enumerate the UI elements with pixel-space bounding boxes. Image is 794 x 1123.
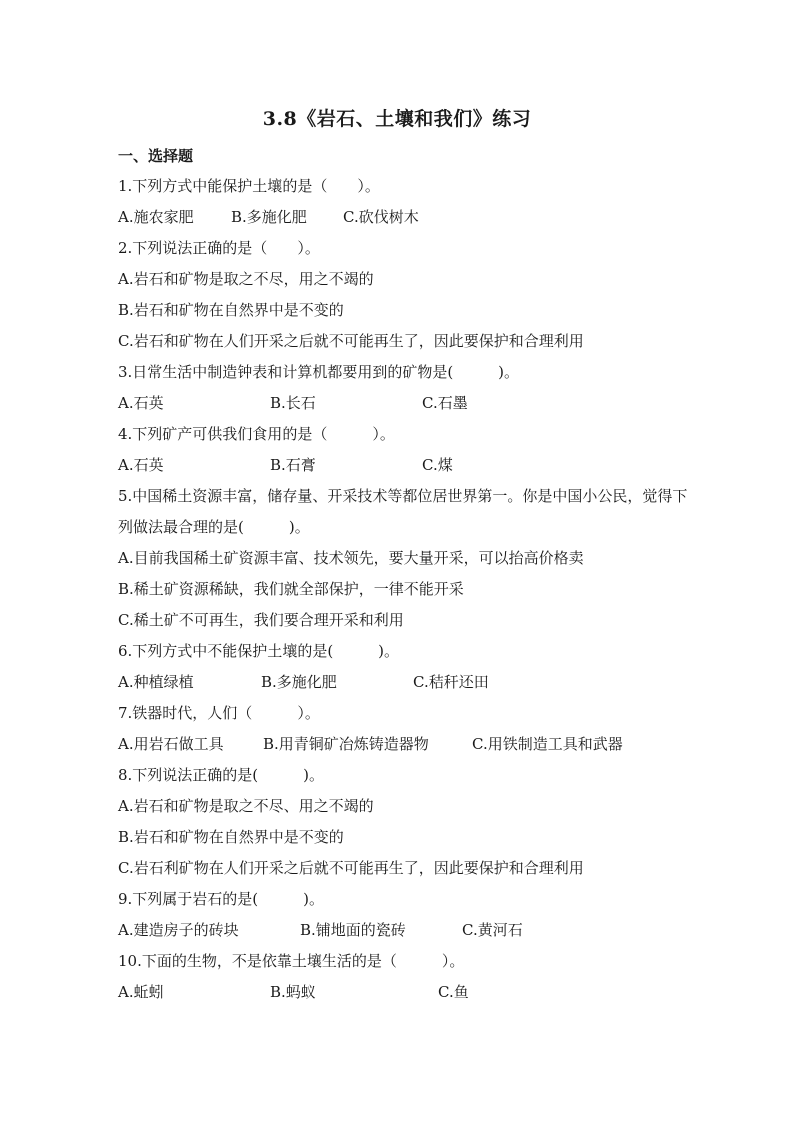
option-9c: C.黄河石: [462, 921, 523, 939]
option-6b: B.多施化肥: [261, 673, 337, 691]
option-2b: B.岩石和矿物在自然界中是不变的: [118, 301, 344, 319]
option-4a: A.石英: [118, 456, 164, 474]
question-list: [118, 171, 688, 1008]
question-8: 8.下列说法正确的是( )。: [118, 766, 325, 784]
question-10: 10.下面的生物，不是依靠土壤生活的是（ ）。: [118, 952, 465, 970]
option-9a: A.建造房子的砖块: [118, 921, 239, 939]
option-2c: C.岩石和矿物在人们开采之后就不可能再生了，因此要保护和合理利用: [118, 332, 584, 350]
option-1a: A.施农家肥: [118, 208, 194, 226]
option-10c: C.鱼: [438, 983, 469, 1001]
option-10b: B.蚂蚁: [270, 983, 316, 1001]
question-3: 3.日常生活中制造钟表和计算机都要用到的矿物是( )。: [118, 363, 520, 381]
option-6c: C.秸秆还田: [413, 673, 489, 691]
option-7b: B.用青铜矿冶炼铸造器物: [263, 735, 429, 753]
option-2a: A.岩石和矿物是取之不尽，用之不竭的: [118, 270, 374, 288]
question-2: 2.下列说法正确的是（ ）。: [118, 239, 320, 257]
option-1b: B.多施化肥: [231, 208, 307, 226]
question-1: 1.下列方式中能保护土壤的是（ ）。: [118, 177, 380, 195]
option-5b: B.稀土矿资源稀缺，我们就全部保护，一律不能开采: [118, 580, 464, 598]
option-7c: C.用铁制造工具和武器: [472, 735, 623, 753]
option-3a: A.石英: [118, 394, 164, 412]
option-10a: A.蚯蚓: [118, 983, 164, 1001]
question-4: 4.下列矿产可供我们食用的是（ ）。: [118, 425, 395, 443]
option-8a: A.岩石和矿物是取之不尽、用之不竭的: [118, 797, 374, 815]
section-heading: 一、选择题: [118, 147, 194, 165]
question-5: 5.中国稀土资源丰富，储存量、开采技术等都位居世界第一。你是中国小公民，觉得下列做法最合理的是( )。: [118, 487, 688, 536]
options-1: [118, 202, 688, 233]
option-8c: C.岩石利矿物在人们开采之后就不可能再生了，因此要保护和合理利用: [118, 859, 584, 877]
options-4: [118, 450, 688, 481]
option-8b: B.岩石和矿物在自然界中是不变的: [118, 828, 344, 846]
question-7: 7.铁器时代，人们（ ）。: [118, 704, 320, 722]
options-10: [118, 977, 688, 1008]
option-4b: B.石膏: [270, 456, 316, 474]
option-9b: B.铺地面的瓷砖: [300, 921, 406, 939]
option-7a: A.用岩石做工具: [118, 735, 224, 753]
page-title: 3.8《岩石、土壤和我们》练习: [262, 108, 532, 130]
options-7: [118, 729, 688, 760]
question-9: 9.下列属于岩石的是( )。: [118, 890, 325, 908]
options-9: [118, 915, 688, 946]
option-3b: B.长石: [270, 394, 316, 412]
options-6: [118, 667, 688, 698]
question-6: 6.下列方式中不能保护土壤的是( )。: [118, 642, 400, 660]
option-4c: C.煤: [422, 456, 453, 474]
option-5c: C.稀土矿不可再生，我们要合理开采和利用: [118, 611, 404, 629]
option-5a: A.目前我国稀土矿资源丰富、技术领先，要大量开采，可以抬高价格卖: [118, 549, 584, 567]
option-1c: C.砍伐树木: [343, 208, 419, 226]
options-3: [118, 388, 688, 419]
option-3c: C.石墨: [422, 394, 468, 412]
option-6a: A.种植绿植: [118, 673, 194, 691]
